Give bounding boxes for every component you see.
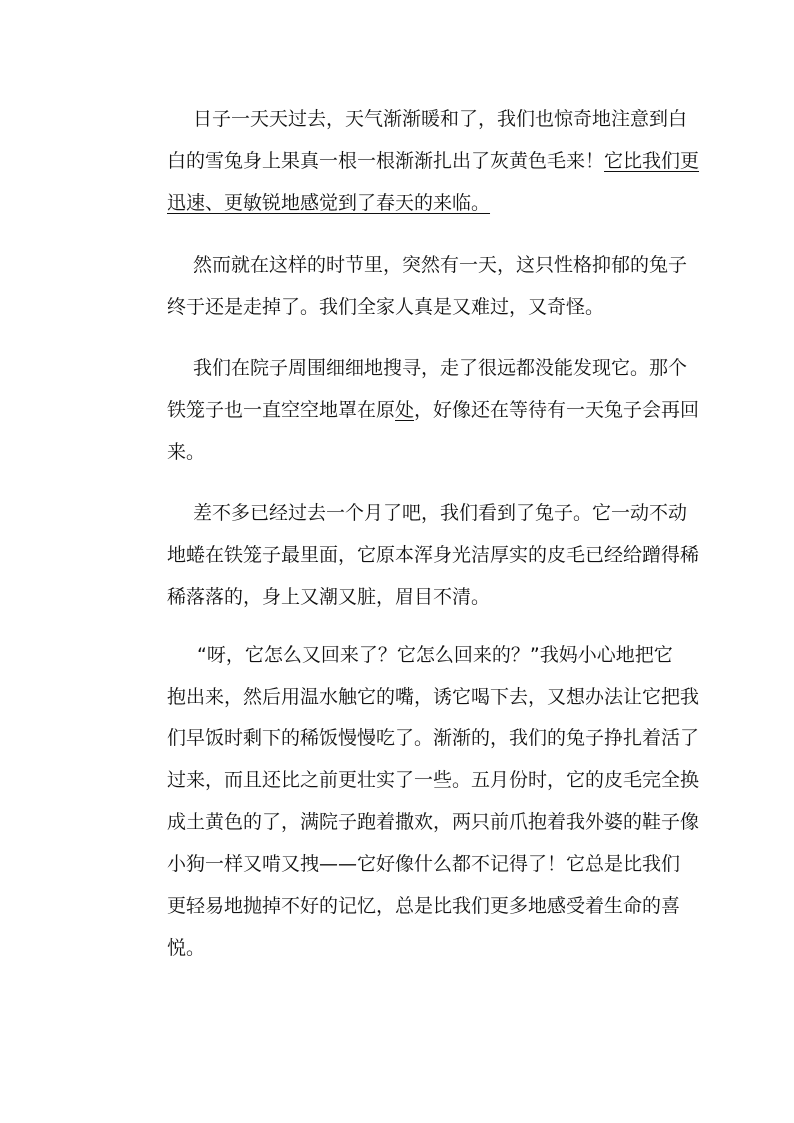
paragraph-5-line-6: 小狗一样又啃又拽——它好像什么都不记得了！它总是比我们 <box>167 853 681 875</box>
paragraph-3-line-1: 我们在院子周围细细地搜寻，走了很远都没能发现它。那个 <box>193 357 688 379</box>
paragraph-5-line-8: 悦。 <box>167 937 206 959</box>
paragraph-3-line-2-text-b: ，好像还在等待有一天兔子会再回 <box>414 399 700 421</box>
paragraph-2-line-2: 终于还是走掉了。我们全家人真是又难过，又奇怪。 <box>167 296 605 318</box>
paragraph-5-line-4: 过来，而且还比之前更壮实了一些。五月份时，它的皮毛完全换 <box>167 769 700 791</box>
paragraph-4-line-1: 差不多已经过去一个月了吧，我们看到了兔子。它一动不动 <box>193 502 688 524</box>
paragraph-5-line-5: 成土黄色的了，满院子跑着撒欢，两只前爪抱着我外婆的鞋子像 <box>167 811 700 833</box>
paragraph-2-line-1: 然而就在这样的时节里，突然有一天，这只性格抑郁的兔子 <box>193 254 688 276</box>
paragraph-5-line-7: 更轻易地抛掉不好的记忆，总是比我们更多地感受着生命的喜 <box>167 895 681 917</box>
paragraph-5-line-2: 抱出来，然后用温水触它的嘴，诱它喝下去，又想办法让它把我 <box>167 686 700 708</box>
paragraph-3-line-2 <box>167 398 699 424</box>
paragraph-3-line-2-text-a: 铁笼子也一直空空地罩在原 <box>167 399 396 421</box>
paragraph-1-line-2 <box>167 149 699 175</box>
paragraph-5-line-1: “呀，它怎么又回来了？它怎么回来的？”我妈小心地把它 <box>197 644 673 666</box>
paragraph-5-line-3: 们早饭时剩下的稀饭慢慢吃了。渐渐的，我们的兔子挣扎着活了 <box>167 727 700 749</box>
paragraph-3-line-3: 来。 <box>167 441 206 463</box>
underlined-phrase-continued: 迅速、更敏锐地感觉到了春天的来临。 <box>167 192 491 214</box>
underlined-word: 处 <box>395 399 415 421</box>
paragraph-1-line-3 <box>167 191 490 217</box>
paragraph-1-line-2-text: 白的雪兔身上果真一根一根渐渐扎出了灰黄色毛来！ <box>167 150 605 172</box>
paragraph-1-line-1: 日子一天天过去，天气渐渐暖和了，我们也惊奇地注意到白 <box>193 108 688 130</box>
underlined-phrase: 它比我们更 <box>604 150 700 172</box>
paragraph-4-line-3: 稀落落的，身上又潮又脏，眉目不清。 <box>167 586 491 608</box>
paragraph-4-line-2: 地蜷在铁笼子最里面，它原本浑身光洁厚实的皮毛已经给蹭得稀 <box>167 544 700 566</box>
